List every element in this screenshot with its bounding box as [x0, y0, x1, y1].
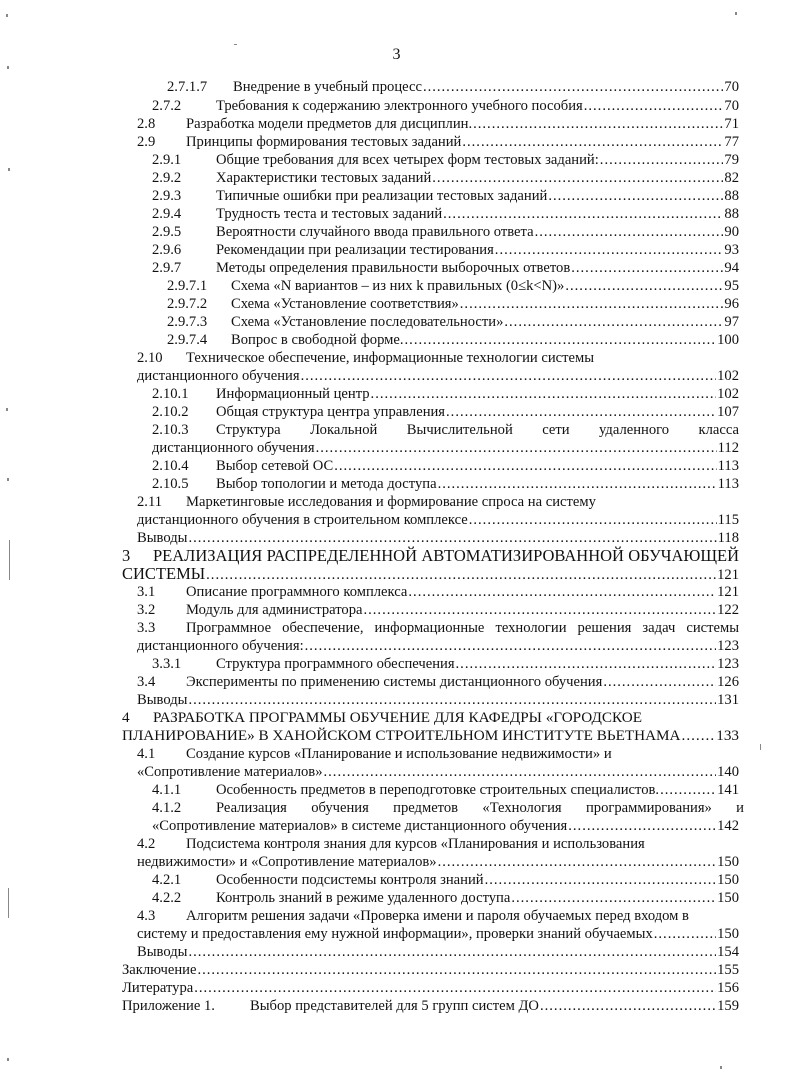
toc-entry	[167, 313, 739, 331]
toc-entry-number: 4.1.2	[152, 800, 182, 816]
toc-entry-number: 2.10	[137, 350, 163, 366]
toc-leader-dots	[548, 187, 723, 205]
toc-entry-number: 2.7.2	[152, 98, 182, 114]
toc-entry	[137, 907, 744, 925]
toc-entry	[137, 493, 739, 511]
toc-entry-page: 95	[724, 278, 739, 294]
toc-entry-page: 154	[717, 944, 739, 960]
toc-entry	[152, 799, 744, 817]
toc-entry	[152, 457, 739, 475]
scan-speck	[7, 478, 9, 481]
toc-leader-dots	[568, 817, 716, 835]
toc-entry-continuation	[137, 637, 739, 655]
toc-entry-page: 113	[717, 458, 739, 474]
toc-entry-number: 2.10.2	[152, 404, 189, 420]
toc-entry	[167, 331, 739, 349]
toc-entry-number: 4.1.1	[152, 782, 182, 798]
toc-entry-number: 2.9.5	[152, 224, 182, 240]
toc-entry-title-cont: недвижимости» и «Сопротивление материалов»	[137, 854, 437, 870]
toc-entry-number: 3.4	[137, 674, 156, 690]
toc-leader-dots	[301, 367, 717, 385]
toc-entry-number: 2.10.3	[152, 422, 189, 438]
toc-entry	[152, 889, 739, 907]
toc-leader-dots	[363, 601, 716, 619]
toc-entry	[137, 943, 739, 961]
toc-entry-page: 159	[717, 998, 739, 1014]
toc-entry	[137, 691, 739, 709]
toc-entry	[152, 151, 739, 169]
toc-entry-title: РАЗРАБОТКА ПРОГРАММЫ ОБУЧЕНИЕ ДЛЯ КАФЕДРЫ «ГОРОДСКОЕ	[153, 709, 643, 726]
toc-entry	[152, 223, 739, 241]
toc-entry-number: 2.9.1	[152, 152, 182, 168]
toc-entry-title: Особенности подсистемы контроля знаний	[216, 872, 484, 888]
toc-entry-title-cont: «Сопротивление материалов» в системе дистанционного обучения	[152, 818, 568, 834]
toc-leader-dots	[446, 403, 716, 421]
toc-entry	[122, 979, 739, 997]
toc-entry-title: Типичные ошибки при реализации тестовых заданий	[216, 188, 548, 204]
toc-entry-page: 107	[717, 404, 739, 420]
toc-entry-page: 113	[717, 476, 739, 492]
toc-entry-page: 121	[717, 584, 739, 600]
scan-speck	[6, 408, 8, 411]
toc-leader-dots	[371, 385, 717, 403]
toc-entry-page: 122	[717, 602, 739, 618]
toc-entry-number: 2.11	[137, 494, 162, 510]
toc-entry	[122, 961, 739, 979]
toc-entry	[137, 529, 739, 547]
toc-leader-dots	[188, 529, 716, 547]
toc-entry-page: 121	[717, 567, 739, 583]
toc-entry-title: Реализация обучения предметов «Технология программирования» и	[216, 800, 744, 816]
toc-entry-title: Заключение	[122, 962, 197, 978]
toc-entry-title-cont: дистанционного обучения:	[137, 638, 304, 654]
toc-entry-title: Маркетинговые исследования и формирование спроса на систему	[186, 494, 596, 510]
toc-entry	[137, 673, 739, 691]
toc-entry-title-cont: «Сопротивление материалов»	[137, 764, 323, 780]
toc-entry-title: Модуль для администратора	[186, 602, 363, 618]
toc-entry-title: Трудность теста и тестовых заданий	[216, 206, 443, 222]
toc-entry	[122, 997, 739, 1015]
toc-entry-title: Выбор топологии и метода доступа	[216, 476, 437, 492]
toc-entry-number: 2.9.7	[152, 260, 182, 276]
toc-entry-page: 115	[717, 512, 739, 528]
toc-entry	[137, 115, 739, 133]
scan-speck	[7, 1058, 9, 1061]
toc-entry-page: 156	[717, 980, 739, 996]
toc-entry-continuation	[137, 853, 739, 871]
toc-leader-dots	[334, 457, 716, 475]
toc-entry-title: Алгоритм решения задачи «Проверка имени и пароля обучаемых перед входом в	[186, 908, 689, 924]
toc-entry	[137, 835, 739, 853]
toc-entry-number: Приложение 1.	[122, 998, 215, 1014]
toc-entry	[152, 475, 739, 493]
toc-leader-dots	[495, 241, 724, 259]
toc-entry-title: Создание курсов «Планирование и использование недвижимости» и	[186, 746, 612, 762]
toc-leader-dots	[438, 475, 717, 493]
toc-leader-dots	[438, 853, 717, 871]
toc-entry-title: Техническое обеспечение, информационные технологии системы	[186, 350, 595, 366]
toc-leader-dots	[197, 961, 716, 979]
toc-entry	[152, 871, 739, 889]
toc-entry	[167, 277, 739, 295]
scan-speck	[8, 168, 10, 171]
toc-entry	[152, 241, 739, 259]
toc-leader-dots	[469, 511, 717, 529]
toc-leader-dots	[540, 997, 716, 1015]
toc-entry-page: 133	[716, 727, 739, 744]
toc-entry-title: Выводы	[137, 944, 188, 960]
toc-entry-number: 3.3	[137, 620, 156, 636]
toc-leader-dots	[504, 313, 723, 331]
toc-entry-number: 3	[122, 546, 131, 565]
toc-entry-title: Выбор сетевой ОС	[216, 458, 334, 474]
toc-entry-title-cont: СИСТЕМЫ	[122, 564, 206, 583]
toc-entry-title-cont: ПЛАНИРОВАНИЕ» В ХАНОЙСКОМ СТРОИТЕЛЬНОМ ИНСТИТУТЕ ВЬЕТНАМА	[122, 727, 681, 744]
toc-entry-page: 88	[724, 188, 739, 204]
toc-leader-dots	[460, 295, 724, 313]
toc-entry	[152, 259, 739, 277]
toc-entry-page: 141	[717, 782, 739, 798]
toc-entry-title: Общие требования для всех четырех форм тестовых заданий:	[216, 152, 599, 168]
toc-entry-number: 2.9.7.3	[167, 314, 208, 330]
scan-speck	[234, 44, 237, 45]
toc-entry-title: Эксперименты по применению системы дистанционного обучения	[186, 674, 603, 690]
toc-leader-dots	[660, 781, 716, 799]
toc-entry-number: 3.2	[137, 602, 156, 618]
toc-entry-continuation	[122, 727, 739, 745]
toc-entry-number: 2.9.3	[152, 188, 182, 204]
toc-leader-dots	[654, 925, 716, 943]
toc-leader-dots	[194, 979, 716, 997]
toc-entry	[152, 187, 739, 205]
toc-entry	[152, 655, 739, 673]
toc-entry-page: 97	[724, 314, 739, 330]
toc-entry-page: 100	[717, 332, 739, 348]
toc-entry-title: Структура программного обеспечения	[216, 656, 455, 672]
toc-entry-page: 70	[724, 98, 739, 114]
toc-entry	[167, 78, 739, 96]
toc-entry-title: Общая структура центра управления	[216, 404, 446, 420]
toc-entry	[137, 583, 739, 601]
toc-entry-page: 150	[717, 872, 739, 888]
toc-entry-page: 131	[717, 692, 739, 708]
toc-entry-number: 4	[122, 709, 130, 726]
toc-entry-number: 2.10.5	[152, 476, 189, 492]
toc-entry-number: 4.2.1	[152, 872, 182, 888]
toc-entry-title: Структура Локальной Вычислительной сети удаленного класса	[216, 422, 739, 438]
toc-entry	[137, 133, 739, 151]
toc-leader-dots	[408, 583, 716, 601]
toc-leader-dots	[443, 205, 723, 223]
scan-speck	[9, 540, 10, 580]
toc-leader-dots	[603, 673, 716, 691]
toc-leader-dots	[206, 566, 716, 584]
toc-entry-number: 4.1	[137, 746, 156, 762]
toc-chapter-entry	[122, 709, 739, 727]
toc-entry-title: Литература	[122, 980, 194, 996]
toc-entry-continuation	[122, 565, 739, 583]
scan-speck	[6, 14, 8, 17]
toc-entry-page: 126	[717, 674, 739, 690]
toc-leader-dots	[682, 727, 716, 745]
toc-entry-page: 82	[724, 170, 739, 186]
scan-speck	[8, 888, 9, 918]
toc-entry-page: 112	[717, 440, 739, 456]
toc-leader-dots	[188, 691, 716, 709]
toc-entry-title: Методы определения правильности выборочных ответов	[216, 260, 571, 276]
toc-entry-number: 2.9.7.2	[167, 296, 208, 312]
toc-entry-title: Принципы формирования тестовых заданий	[186, 134, 462, 150]
scan-speck	[720, 1066, 722, 1069]
scan-speck	[760, 744, 761, 750]
toc-entry-page: 150	[717, 890, 739, 906]
toc-entry-page: 71	[724, 116, 739, 132]
toc-leader-dots	[535, 223, 724, 241]
toc-entry-number: 2.8	[137, 116, 156, 132]
toc-entry-title: Контроль знаний в режиме удаленного доступа	[216, 890, 511, 906]
toc-entry-page: 155	[717, 962, 739, 978]
toc-leader-dots	[473, 115, 723, 133]
toc-entry-page: 123	[717, 656, 739, 672]
toc-entry-number: 2.9.4	[152, 206, 182, 222]
toc-entry-title: Характеристики тестовых заданий	[216, 170, 432, 186]
toc-entry-continuation	[137, 925, 739, 943]
toc-entry-page: 102	[717, 386, 739, 402]
toc-entry	[167, 295, 739, 313]
toc-entry-continuation	[137, 511, 739, 529]
toc-entry-page: 102	[717, 368, 739, 384]
toc-entry-title: Схема «Установление соответствия»	[231, 296, 459, 312]
toc-entry	[137, 601, 739, 619]
toc-entry-number: 2.9.2	[152, 170, 182, 186]
toc-entry-number: 2.10.4	[152, 458, 189, 474]
toc-entry-number: 2.10.1	[152, 386, 189, 402]
toc-entry	[152, 97, 739, 115]
toc-entry-page: 123	[717, 638, 739, 654]
toc-entry-title: Внедрение в учебный процесс	[233, 79, 422, 95]
toc-entry-continuation	[152, 439, 739, 457]
toc-leader-dots	[511, 889, 716, 907]
toc-entry-page: 150	[717, 854, 739, 870]
toc-entry-title-cont: систему и предоставления ему нужной информации», проверки знаний обучаемых	[137, 926, 653, 942]
toc-entry-title: Программное обеспечение, информационные технологии решения задач системы	[186, 620, 739, 636]
toc-entry	[137, 619, 739, 637]
toc-entry-title: Разработка модели предметов для дисциплин.	[186, 116, 473, 132]
toc-entry	[152, 385, 739, 403]
toc-entry	[137, 745, 739, 763]
toc-entry-number: 4.2.2	[152, 890, 182, 906]
toc-entry-page: 140	[717, 764, 739, 780]
toc-entry-title: Особенность предметов в переподготовке строительных специалистов.	[216, 782, 660, 798]
toc-leader-dots	[423, 78, 723, 96]
toc-entry	[137, 349, 739, 367]
toc-leader-dots	[432, 169, 723, 187]
toc-leader-dots	[316, 439, 717, 457]
toc-entry-title: Вопрос в свободной форме.	[231, 332, 404, 348]
toc-leader-dots	[324, 763, 717, 781]
toc-entry-continuation	[152, 817, 739, 835]
toc-entry-page: 150	[717, 926, 739, 942]
toc-entry-page: 142	[717, 818, 739, 834]
toc-entry-number: 2.9.7.4	[167, 332, 208, 348]
toc-chapter-entry	[122, 547, 739, 565]
toc-entry-number: 4.3	[137, 908, 156, 924]
toc-entry-title-cont: дистанционного обучения	[152, 440, 315, 456]
toc-entry-number: 2.9	[137, 134, 156, 150]
toc-entry-continuation	[137, 367, 739, 385]
toc-leader-dots	[584, 97, 724, 115]
toc-entry-title-cont: дистанционного обучения в строительном комплексе	[137, 512, 468, 528]
toc-leader-dots	[600, 151, 724, 169]
toc-entry-title: Требования к содержанию электронного учебного пособия	[216, 98, 583, 114]
toc-leader-dots	[456, 655, 717, 673]
toc-entry	[152, 169, 739, 187]
toc-entry-title: РЕАЛИЗАЦИЯ РАСПРЕДЕЛЕННОЙ АВТОМАТИЗИРОВАННОЙ ОБУЧАЮЩЕЙ	[153, 546, 739, 565]
toc-entry-number: 3.3.1	[152, 656, 182, 672]
toc-entry-title: Схема «N вариантов – из них k правильных (0≤k<N)»	[231, 278, 565, 294]
toc-entry-number: 2.7.1.7	[167, 79, 208, 95]
toc-entry-page: 79	[724, 152, 739, 168]
toc-entry-title: Выводы	[137, 692, 188, 708]
toc-entry-page: 70	[724, 79, 739, 95]
scan-speck	[735, 12, 737, 15]
toc-entry-page: 93	[724, 242, 739, 258]
toc-leader-dots	[485, 871, 717, 889]
toc-entry-title: Выводы	[137, 530, 188, 546]
toc-leader-dots	[305, 637, 716, 655]
toc-leader-dots	[565, 277, 723, 295]
toc-entry	[152, 781, 739, 799]
toc-entry-page: 90	[724, 224, 739, 240]
toc-entry-number: 4.2	[137, 836, 156, 852]
toc-entry	[152, 421, 739, 439]
toc-entry-page: 118	[717, 530, 739, 546]
toc-entry-title: Выбор представителей для 5 групп систем ДО	[250, 998, 539, 1014]
toc-leader-dots	[188, 943, 716, 961]
toc-entry-title: Описание программного комплекса	[186, 584, 408, 600]
toc-entry-title: Рекомендации при реализации тестирования	[216, 242, 494, 258]
toc-entry	[152, 403, 739, 421]
toc-leader-dots	[405, 331, 717, 349]
toc-entry-title: Информационный центр	[216, 386, 370, 402]
toc-leader-dots	[462, 133, 723, 151]
toc-entry-number: 2.9.6	[152, 242, 182, 258]
toc-entry-number: 3.1	[137, 584, 156, 600]
toc-entry-page: 96	[724, 296, 739, 312]
toc-entry-continuation	[137, 763, 739, 781]
toc-leader-dots	[571, 259, 723, 277]
toc-entry-page: 94	[724, 260, 739, 276]
toc-entry-title: Вероятности случайного ввода правильного ответа	[216, 224, 534, 240]
toc-entry-title-cont: дистанционного обучения	[137, 368, 300, 384]
toc-entry-title: Схема «Установление последовательности»	[231, 314, 504, 330]
toc-entry-title: Подсистема контроля знания для курсов «Планирования и использования	[186, 836, 645, 852]
page-number: 3	[392, 46, 401, 63]
scan-speck	[7, 66, 9, 69]
toc-entry-page: 77	[724, 134, 739, 150]
toc-entry-page: 88	[724, 206, 739, 222]
toc-entry-number: 2.9.7.1	[167, 278, 208, 294]
toc-entry	[152, 205, 739, 223]
